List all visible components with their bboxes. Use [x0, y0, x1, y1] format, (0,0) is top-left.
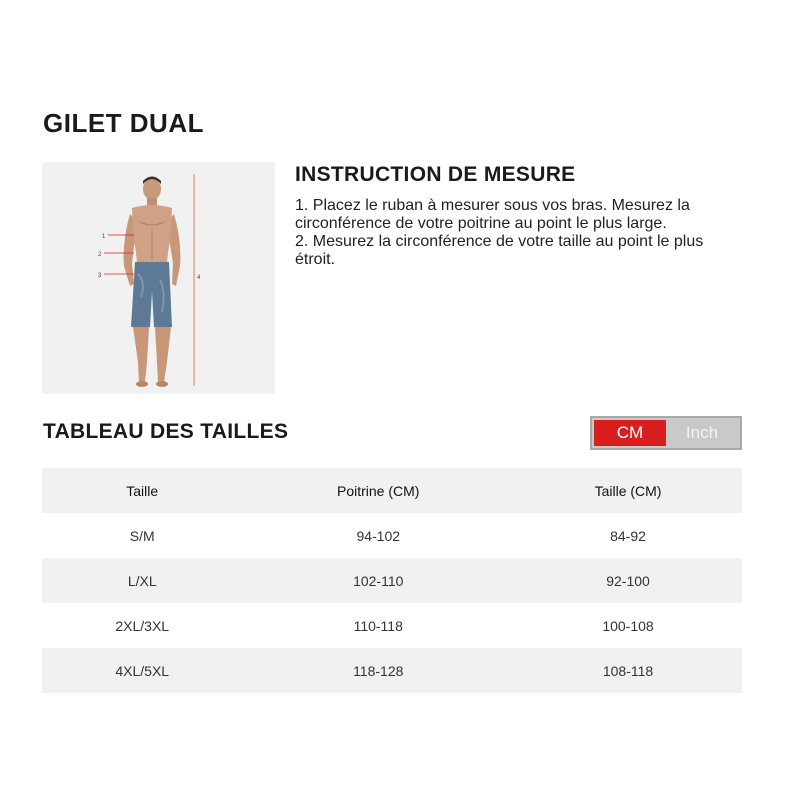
- model-left-leg: [133, 327, 149, 382]
- measurement-figure: [42, 162, 275, 394]
- table-row: [42, 648, 742, 693]
- chest-cell: 118-128: [242, 648, 514, 693]
- table-header-row: [42, 468, 742, 513]
- model-right-leg: [155, 327, 171, 382]
- instruction-step-1: 1. Placez le ruban à mesurer sous vos bras. Mesurez la circonférence de votre poitrine au point le plus large.: [295, 197, 690, 232]
- chest-cell: 102-110: [242, 558, 514, 603]
- waist-cell: 108-118: [514, 648, 742, 693]
- marker-label-2: 2: [98, 252, 102, 258]
- instruction-step-2: 2. Mesurez la circonférence de votre taille au point le plus étroit.: [295, 233, 704, 268]
- size-cell: S/M: [129, 527, 155, 544]
- column-header-size: Taille: [42, 468, 242, 513]
- size-chart-heading: TABLEAU DES TAILLES: [43, 420, 289, 443]
- marker-label-3: 3: [98, 273, 102, 279]
- table-row: [42, 558, 742, 603]
- marker-label-4: 4: [197, 275, 201, 281]
- unit-toggle: [590, 416, 742, 450]
- waist-cell: 100-108: [602, 617, 654, 634]
- waist-cell: 84-92: [610, 527, 646, 544]
- chest-cell: 94-102: [356, 527, 401, 544]
- table-row: [42, 603, 742, 648]
- size-cell: 2XL/3XL: [115, 617, 170, 634]
- unit-cm-button[interactable]: CM: [594, 420, 666, 446]
- product-title: GILET DUAL: [43, 108, 204, 138]
- marker-label-1: 1: [102, 234, 106, 240]
- size-table: [42, 468, 742, 693]
- waist-cell: 92-100: [514, 558, 742, 603]
- model-illustration: [42, 162, 275, 394]
- size-cell: L/XL: [42, 558, 242, 603]
- size-cell: 4XL/5XL: [42, 648, 242, 693]
- instructions-heading: INSTRUCTION DE MESURE: [295, 163, 576, 186]
- model-shorts: [131, 262, 172, 327]
- instructions-body: [295, 197, 745, 269]
- unit-inch-button[interactable]: Inch: [666, 420, 738, 446]
- column-header-waist: Taille (CM): [514, 468, 742, 513]
- column-header-chest: Poitrine (CM): [242, 468, 514, 513]
- table-row: [42, 513, 742, 558]
- chest-cell: 110-118: [353, 617, 403, 634]
